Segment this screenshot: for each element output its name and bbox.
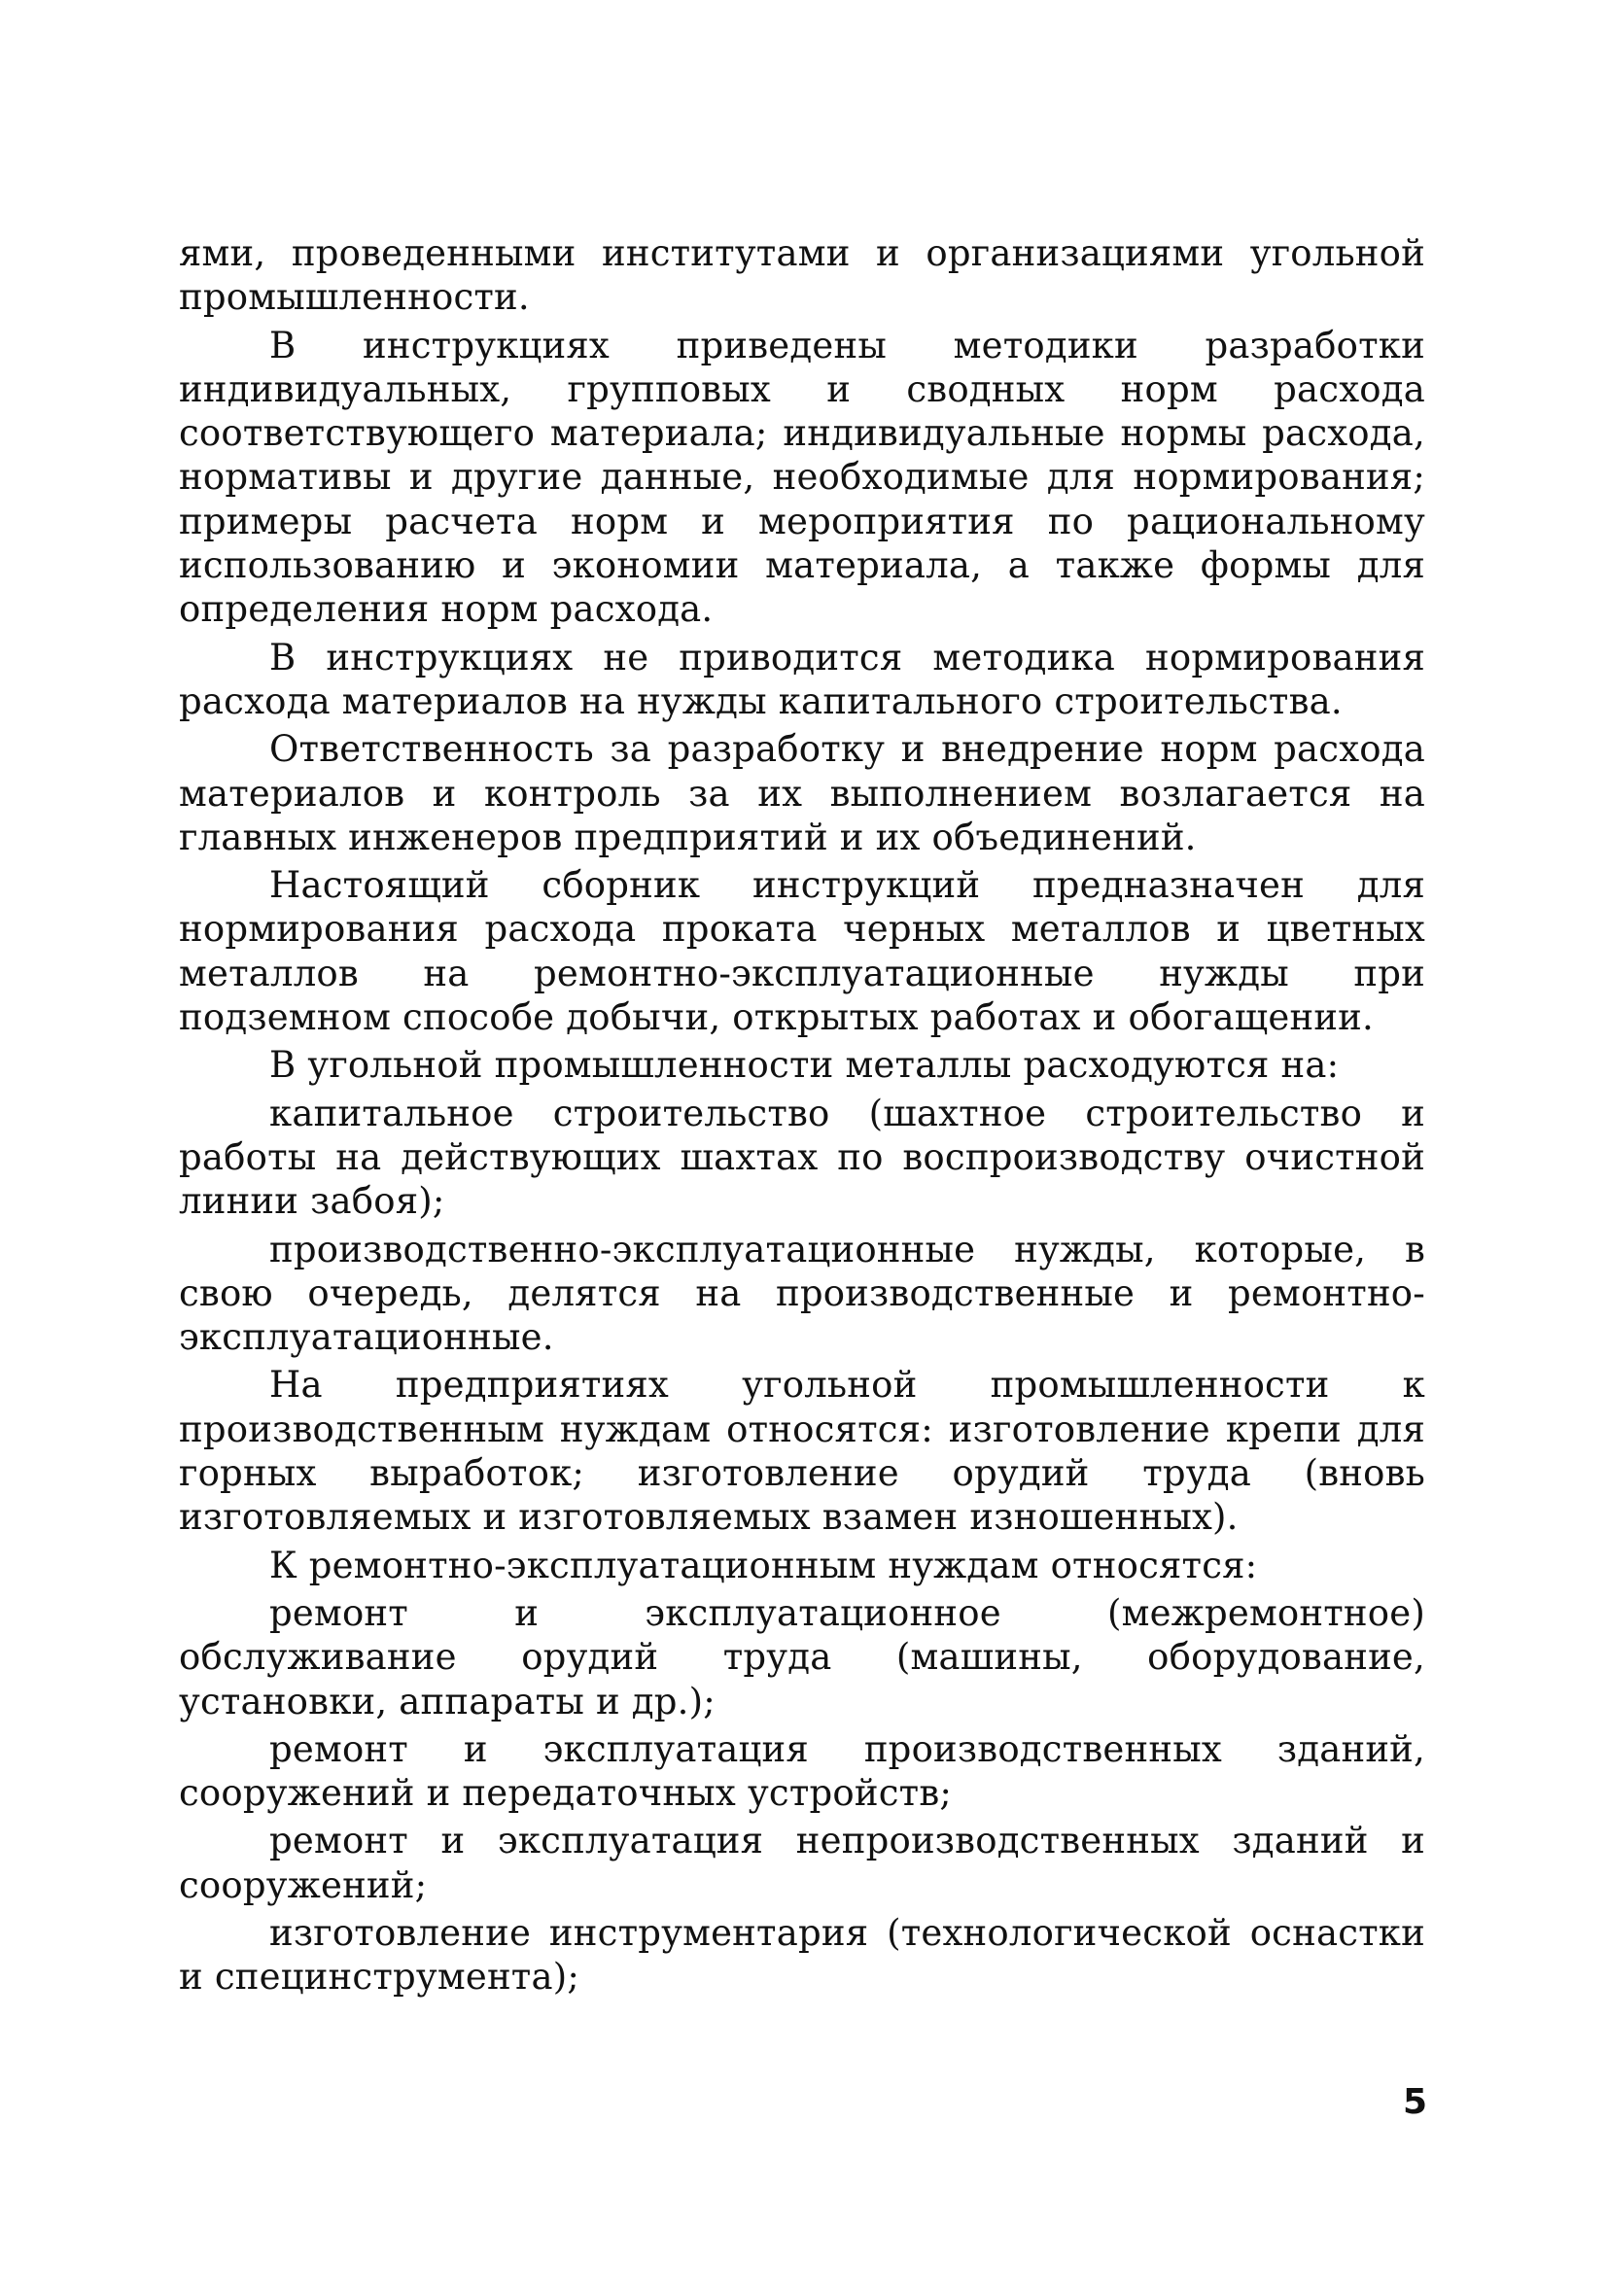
paragraph-responsibility: Ответственность за разработку и внедрение норм расхода материалов и контроль за их выполнением возлагается на главных инженеров предприятий и их объединений. — [179, 728, 1425, 858]
list-item-capital-construction: капитальное строительство (шахтное строительство и работы на действующих шахтах по воспроизводству очистной линии забоя); — [179, 1092, 1425, 1223]
list-item-tooling: изготовление инструментария (технологической оснастки и специнструмента); — [179, 1911, 1425, 1999]
body-text — [179, 231, 1425, 2003]
paragraph-production-needs: На предприятиях угольной промышленности к производственным нуждам относятся: изготовление крепи для горных выработок; изготовление орудий труда (вновь изготовляемых и изготовляемых взамен изношенных). — [179, 1364, 1425, 1539]
paragraph-metal-usage-intro: В угольной промышленности металлы расходуются на: — [269, 1044, 1340, 1087]
list-item-production-operational: производственно-эксплуатационные нужды, которые, в свою очередь, делятся на производственные и ремонтно-эксплуатационные. — [179, 1228, 1425, 1359]
paragraph-instructions-contents: В инструкциях приведены методики разработки индивидуальных, групповых и сводных норм расхода соответствующего материала; индивидуальные нормы расхода, нормативы и другие данные, необходимые для нормирования; примеры расчета норм и мероприятия по рациональному использованию и экономии материала, а также формы для определения норм расхода. — [179, 324, 1425, 631]
list-item-production-buildings: ремонт и эксплуатация производственных зданий, сооружений и передаточных устройств; — [179, 1727, 1425, 1815]
paragraph-capital-construction-note: В инструкциях не приводится методика нормирования расхода материалов на нужды капитального строительства. — [179, 636, 1425, 722]
page-number: 5 — [1403, 2082, 1428, 2122]
paragraph-continuation: ями, проведенными институтами и организациями угольной промышленности. — [179, 232, 1425, 319]
list-item-nonproduction-buildings: ремонт и эксплуатация непроизводственных зданий и сооружений; — [179, 1820, 1425, 1906]
list-item-equipment-repair: ремонт и эксплуатационное (межремонтное) обслуживание орудий труда (машины, оборудование, установки, аппараты и др.); — [179, 1591, 1425, 1722]
paragraph-collection-purpose: Настоящий сборник инструкций предназначен для нормирования расхода проката черных металлов и цветных металлов на ремонтно-эксплуатационные нужды при подземном способе добычи, открытых работах и обогащении. — [179, 864, 1425, 1039]
paragraph-repair-needs-intro: К ремонтно-эксплуатационным нуждам относятся: — [269, 1544, 1258, 1586]
